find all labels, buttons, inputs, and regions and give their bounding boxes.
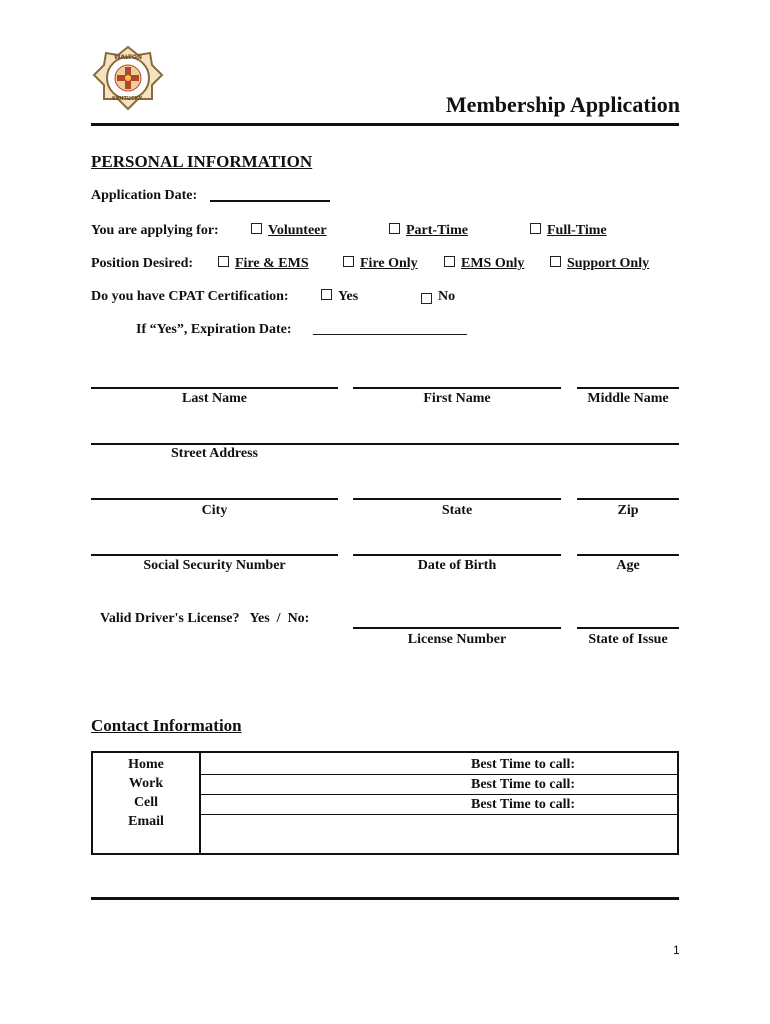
first-name-field[interactable] (353, 387, 561, 389)
checkbox[interactable] (530, 223, 541, 234)
option-cpat-no[interactable]: No (421, 289, 455, 305)
middle-name-field[interactable] (577, 387, 679, 389)
option-support-only[interactable]: Support Only (550, 256, 649, 272)
option-fire-ems[interactable]: Fire & EMS (218, 256, 309, 272)
checkbox[interactable] (321, 289, 332, 300)
work-label: Work (128, 776, 164, 791)
state-field[interactable] (353, 498, 561, 500)
age-field[interactable] (577, 554, 679, 556)
email-row[interactable] (201, 815, 677, 853)
applying-for-label: You are applying for: (91, 223, 219, 238)
best-time-home: Best Time to call: (471, 757, 576, 772)
last-name-field[interactable] (91, 387, 338, 389)
work-row[interactable] (201, 775, 677, 795)
cpat-label: Do you have CPAT Certification: (91, 289, 289, 304)
cell-row[interactable] (201, 795, 677, 815)
logo-text-bottom: KENTUCKY (112, 96, 143, 102)
zip-field[interactable] (577, 498, 679, 500)
checkbox[interactable] (343, 256, 354, 267)
title-rule (91, 123, 679, 126)
best-time-cell: Best Time to call: (471, 797, 576, 812)
contact-labels-cell (92, 752, 200, 854)
application-date-field[interactable] (210, 200, 330, 202)
checkbox[interactable] (218, 256, 229, 267)
option-volunteer[interactable]: Volunteer (251, 223, 327, 239)
license-number-label: License Number (407, 632, 507, 647)
city-label: City (201, 503, 228, 518)
contact-values-cell[interactable] (200, 752, 678, 854)
checkbox[interactable] (421, 293, 432, 304)
contact-info-heading: Contact Information (91, 716, 242, 735)
logo-text-top: WALTON (114, 54, 143, 61)
middle-name-label: Middle Name (587, 391, 669, 406)
license-number-field[interactable] (353, 627, 561, 629)
page-title: Membership Application (445, 92, 680, 117)
expiration-date-field[interactable]: ______________________ (313, 322, 467, 337)
street-address-label: Street Address (171, 446, 258, 461)
checkbox[interactable] (550, 256, 561, 267)
ssn-field[interactable] (91, 554, 338, 556)
state-of-issue-field[interactable] (577, 627, 679, 629)
checkbox[interactable] (251, 223, 262, 234)
dob-field[interactable] (353, 554, 561, 556)
page-number: 1 (673, 943, 680, 957)
city-field[interactable] (91, 498, 338, 500)
application-date-label: Application Date: (91, 188, 198, 203)
option-cpat-yes[interactable]: Yes (321, 289, 358, 305)
zip-label: Zip (617, 503, 639, 518)
home-row[interactable] (201, 755, 677, 775)
expiration-date-label: If “Yes”, Expiration Date: (136, 322, 292, 337)
contact-table (91, 751, 679, 855)
email-label: Email (128, 814, 164, 829)
option-ems-only[interactable]: EMS Only (444, 256, 524, 272)
checkbox[interactable] (444, 256, 455, 267)
last-name-label: Last Name (182, 391, 247, 406)
personal-info-heading: PERSONAL INFORMATION (91, 152, 313, 171)
home-label: Home (128, 757, 164, 772)
footer-rule (91, 897, 679, 900)
best-time-work: Best Time to call: (471, 777, 576, 792)
checkbox[interactable] (389, 223, 400, 234)
age-label: Age (616, 558, 640, 573)
state-label: State (441, 503, 473, 518)
license-question-label: Valid Driver's License? Yes / No: (100, 611, 310, 626)
dob-label: Date of Birth (417, 558, 497, 573)
option-part-time[interactable]: Part-Time (389, 223, 468, 239)
department-logo (92, 45, 164, 111)
street-address-field[interactable] (91, 443, 679, 445)
cell-label: Cell (133, 795, 159, 810)
state-of-issue-label: State of Issue (588, 632, 668, 647)
first-name-label: First Name (423, 391, 491, 406)
option-full-time[interactable]: Full-Time (530, 223, 607, 239)
ssn-label: Social Security Number (143, 558, 286, 573)
position-desired-label: Position Desired: (91, 256, 194, 271)
option-fire-only[interactable]: Fire Only (343, 256, 418, 272)
